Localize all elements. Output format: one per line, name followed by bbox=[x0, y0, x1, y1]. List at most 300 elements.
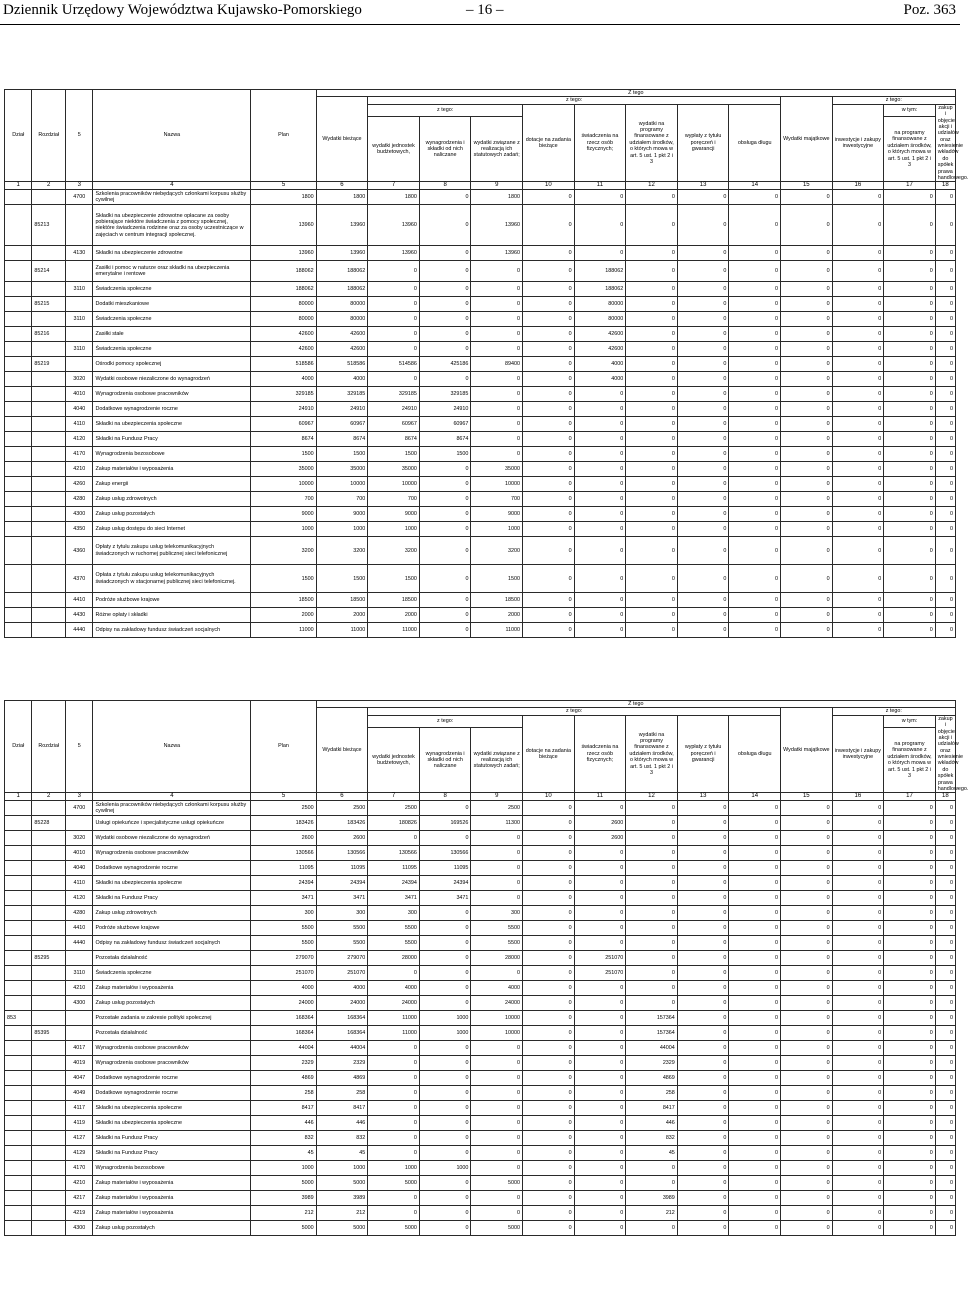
cell-obsluga-dlugu: 0 bbox=[729, 951, 781, 966]
cell-paragraf: 4280 bbox=[66, 906, 93, 921]
cell-wynagrodzenia: 0 bbox=[419, 831, 471, 846]
cell-inwestycje: 0 bbox=[832, 1041, 884, 1056]
cell-plan: 42600 bbox=[251, 327, 316, 342]
cell-rozdzial bbox=[32, 1056, 66, 1071]
cell-wydatki-jednostek: 11000 bbox=[368, 1026, 420, 1041]
cell-plan: 11095 bbox=[251, 861, 316, 876]
cell-programy: 157364 bbox=[626, 1026, 678, 1041]
cell-swiadczenia: 0 bbox=[574, 417, 626, 432]
cell-programy: 0 bbox=[626, 297, 678, 312]
cell-zakup-akcji: 0 bbox=[935, 593, 955, 608]
cell-poreczenia: 0 bbox=[677, 297, 729, 312]
cell-na-programy: 0 bbox=[884, 1071, 936, 1086]
cell-dotacje: 0 bbox=[523, 1161, 575, 1176]
table-row bbox=[5, 1011, 956, 1026]
cell-programy: 0 bbox=[626, 246, 678, 261]
cell-zakup-akcji: 0 bbox=[935, 801, 955, 816]
cell-wydatki-majatkowe: 0 bbox=[781, 1206, 833, 1221]
cell-obsluga-dlugu: 0 bbox=[729, 190, 781, 205]
cell-obsluga-dlugu: 0 bbox=[729, 966, 781, 981]
cell-rozdzial bbox=[32, 966, 66, 981]
cell-poreczenia: 0 bbox=[677, 861, 729, 876]
cell-swiadczenia: 0 bbox=[574, 936, 626, 951]
cell-nazwa: Składki na ubezpieczenia społeczne bbox=[93, 417, 251, 432]
cell-plan: 446 bbox=[251, 1116, 316, 1131]
cell-wydatki-statutowe: 0 bbox=[471, 402, 523, 417]
table-row bbox=[5, 593, 956, 608]
cell-dotacje: 0 bbox=[523, 861, 575, 876]
cell-plan: 518586 bbox=[251, 357, 316, 372]
cell-programy: 0 bbox=[626, 417, 678, 432]
cell-wydatki-biezace: 24910 bbox=[316, 402, 368, 417]
cell-na-programy: 0 bbox=[884, 492, 936, 507]
cell-inwestycje: 0 bbox=[832, 1206, 884, 1221]
cell-swiadczenia: 0 bbox=[574, 190, 626, 205]
cell-inwestycje: 0 bbox=[832, 981, 884, 996]
cell-wydatki-majatkowe: 0 bbox=[781, 1116, 833, 1131]
cell-na-programy: 0 bbox=[884, 1161, 936, 1176]
cell-swiadczenia: 0 bbox=[574, 1176, 626, 1191]
cell-wydatki-biezace: 1800 bbox=[316, 190, 368, 205]
cell-swiadczenia: 188062 bbox=[574, 282, 626, 297]
cell-nazwa: Usługi opiekuńcze i specjalistyczne usługi opiekuńcze bbox=[93, 816, 251, 831]
col-number: 12 bbox=[626, 793, 678, 801]
cell-na-programy: 0 bbox=[884, 816, 936, 831]
cell-wydatki-biezace: 80000 bbox=[316, 297, 368, 312]
cell-rozdzial bbox=[32, 1101, 66, 1116]
cell-zakup-akcji: 0 bbox=[935, 1146, 955, 1161]
cell-obsluga-dlugu: 0 bbox=[729, 1086, 781, 1101]
cell-inwestycje: 0 bbox=[832, 432, 884, 447]
cell-wydatki-majatkowe: 0 bbox=[781, 1146, 833, 1161]
cell-na-programy: 0 bbox=[884, 996, 936, 1011]
cell-wydatki-biezace: 2600 bbox=[316, 831, 368, 846]
cell-dzial bbox=[5, 816, 32, 831]
table-row bbox=[5, 565, 956, 593]
cell-wynagrodzenia: 0 bbox=[419, 936, 471, 951]
cell-wydatki-jednostek: 9000 bbox=[368, 507, 420, 522]
table-row bbox=[5, 387, 956, 402]
cell-poreczenia: 0 bbox=[677, 537, 729, 565]
cell-paragraf: 4350 bbox=[66, 522, 93, 537]
table-row bbox=[5, 951, 956, 966]
cell-plan: 60967 bbox=[251, 417, 316, 432]
cell-dzial bbox=[5, 537, 32, 565]
cell-paragraf: 4110 bbox=[66, 876, 93, 891]
cell-dotacje: 0 bbox=[523, 357, 575, 372]
table-row bbox=[5, 1176, 956, 1191]
cell-obsluga-dlugu: 0 bbox=[729, 417, 781, 432]
col-number: 6 bbox=[316, 793, 368, 801]
cell-na-programy: 0 bbox=[884, 357, 936, 372]
cell-dzial bbox=[5, 417, 32, 432]
header-wydatki-statutowe: wydatki związane z realizacją ich statutowych zadań; bbox=[471, 728, 523, 793]
cell-wynagrodzenia: 0 bbox=[419, 246, 471, 261]
cell-wynagrodzenia: 0 bbox=[419, 205, 471, 246]
cell-programy: 0 bbox=[626, 477, 678, 492]
cell-wynagrodzenia: 0 bbox=[419, 1071, 471, 1086]
cell-dotacje: 0 bbox=[523, 876, 575, 891]
cell-nazwa: Zakup materiałów i wyposażenia bbox=[93, 1176, 251, 1191]
cell-dzial bbox=[5, 342, 32, 357]
cell-zakup-akcji: 0 bbox=[935, 1071, 955, 1086]
cell-plan: 80000 bbox=[251, 297, 316, 312]
cell-swiadczenia: 0 bbox=[574, 1206, 626, 1221]
cell-rozdzial bbox=[32, 936, 66, 951]
cell-dotacje: 0 bbox=[523, 846, 575, 861]
cell-dotacje: 0 bbox=[523, 623, 575, 638]
cell-wydatki-statutowe: 0 bbox=[471, 342, 523, 357]
cell-dzial bbox=[5, 432, 32, 447]
cell-programy: 446 bbox=[626, 1116, 678, 1131]
cell-wydatki-statutowe: 0 bbox=[471, 1041, 523, 1056]
cell-inwestycje: 0 bbox=[832, 507, 884, 522]
cell-wydatki-biezace: 18500 bbox=[316, 593, 368, 608]
col-number: 4 bbox=[93, 793, 251, 801]
cell-wynagrodzenia: 0 bbox=[419, 608, 471, 623]
cell-dotacje: 0 bbox=[523, 1146, 575, 1161]
cell-poreczenia: 0 bbox=[677, 593, 729, 608]
cell-dotacje: 0 bbox=[523, 1011, 575, 1026]
cell-wydatki-statutowe: 0 bbox=[471, 1056, 523, 1071]
cell-nazwa: Szkolenia pracowników niebędących członkami korpusu służby cywilnej bbox=[93, 801, 251, 816]
journal-title: Dziennik Urzędowy Województwa Kujawsko-Pomorskiego bbox=[3, 2, 362, 18]
cell-nazwa: Zakup materiałów i wyposażenia bbox=[93, 1191, 251, 1206]
cell-wydatki-statutowe: 0 bbox=[471, 891, 523, 906]
cell-wydatki-majatkowe: 0 bbox=[781, 432, 833, 447]
cell-dotacje: 0 bbox=[523, 477, 575, 492]
cell-na-programy: 0 bbox=[884, 831, 936, 846]
cell-wydatki-biezace: 3200 bbox=[316, 537, 368, 565]
cell-poreczenia: 0 bbox=[677, 205, 729, 246]
cell-na-programy: 0 bbox=[884, 1221, 936, 1236]
cell-poreczenia: 0 bbox=[677, 565, 729, 593]
cell-poreczenia: 0 bbox=[677, 1191, 729, 1206]
cell-wydatki-biezace: 2329 bbox=[316, 1056, 368, 1071]
cell-poreczenia: 0 bbox=[677, 477, 729, 492]
cell-wydatki-biezace: 10000 bbox=[316, 477, 368, 492]
cell-plan: 45 bbox=[251, 1146, 316, 1161]
cell-inwestycje: 0 bbox=[832, 861, 884, 876]
cell-dzial bbox=[5, 846, 32, 861]
cell-na-programy: 0 bbox=[884, 327, 936, 342]
table-row bbox=[5, 608, 956, 623]
cell-wydatki-jednostek: 1000 bbox=[368, 1161, 420, 1176]
col-number: 17 bbox=[884, 793, 936, 801]
cell-plan: 13960 bbox=[251, 205, 316, 246]
cell-obsluga-dlugu: 0 bbox=[729, 1056, 781, 1071]
cell-poreczenia: 0 bbox=[677, 608, 729, 623]
cell-programy: 0 bbox=[626, 861, 678, 876]
cell-plan: 24910 bbox=[251, 402, 316, 417]
cell-rozdzial bbox=[32, 462, 66, 477]
cell-nazwa: Składki na ubezpieczenie zdrowotne bbox=[93, 246, 251, 261]
cell-rozdzial bbox=[32, 477, 66, 492]
cell-rozdzial bbox=[32, 312, 66, 327]
cell-wydatki-biezace: 832 bbox=[316, 1131, 368, 1146]
cell-rozdzial bbox=[32, 402, 66, 417]
cell-paragraf bbox=[66, 1011, 93, 1026]
cell-wydatki-majatkowe: 0 bbox=[781, 831, 833, 846]
cell-wynagrodzenia: 169526 bbox=[419, 816, 471, 831]
cell-paragraf: 4127 bbox=[66, 1131, 93, 1146]
cell-wynagrodzenia: 0 bbox=[419, 1101, 471, 1116]
cell-rozdzial bbox=[32, 432, 66, 447]
cell-poreczenia: 0 bbox=[677, 936, 729, 951]
cell-zakup-akcji: 0 bbox=[935, 372, 955, 387]
cell-swiadczenia: 4000 bbox=[574, 357, 626, 372]
cell-plan: 18500 bbox=[251, 593, 316, 608]
cell-plan: 24000 bbox=[251, 996, 316, 1011]
cell-paragraf: 4040 bbox=[66, 402, 93, 417]
cell-swiadczenia: 0 bbox=[574, 387, 626, 402]
cell-swiadczenia: 0 bbox=[574, 861, 626, 876]
cell-nazwa: Zakup materiałów i wyposażenia bbox=[93, 981, 251, 996]
table-row bbox=[5, 357, 956, 372]
cell-poreczenia: 0 bbox=[677, 492, 729, 507]
cell-wydatki-statutowe: 11300 bbox=[471, 816, 523, 831]
cell-wydatki-majatkowe: 0 bbox=[781, 936, 833, 951]
cell-programy: 0 bbox=[626, 816, 678, 831]
cell-poreczenia: 0 bbox=[677, 1206, 729, 1221]
cell-wynagrodzenia: 0 bbox=[419, 593, 471, 608]
cell-poreczenia: 0 bbox=[677, 996, 729, 1011]
cell-wydatki-jednostek: 5000 bbox=[368, 1176, 420, 1191]
cell-rozdzial bbox=[32, 282, 66, 297]
cell-dzial bbox=[5, 801, 32, 816]
header-paragraf: 5 bbox=[66, 90, 93, 182]
cell-wydatki-jednostek: 13960 bbox=[368, 205, 420, 246]
cell-dotacje: 0 bbox=[523, 190, 575, 205]
cell-wydatki-biezace: 3471 bbox=[316, 891, 368, 906]
col-number: 16 bbox=[832, 793, 884, 801]
cell-wynagrodzenia: 0 bbox=[419, 623, 471, 638]
cell-swiadczenia: 0 bbox=[574, 1116, 626, 1131]
cell-wynagrodzenia: 11095 bbox=[419, 861, 471, 876]
cell-nazwa: Zakup usług pozostałych bbox=[93, 507, 251, 522]
cell-nazwa: Składki na ubezpieczenia społeczne bbox=[93, 876, 251, 891]
col-number: 12 bbox=[626, 182, 678, 190]
cell-dzial bbox=[5, 876, 32, 891]
cell-inwestycje: 0 bbox=[832, 261, 884, 282]
cell-inwestycje: 0 bbox=[832, 906, 884, 921]
cell-zakup-akcji: 0 bbox=[935, 312, 955, 327]
cell-paragraf bbox=[66, 816, 93, 831]
cell-poreczenia: 0 bbox=[677, 522, 729, 537]
cell-wydatki-majatkowe: 0 bbox=[781, 261, 833, 282]
cell-zakup-akcji: 0 bbox=[935, 1191, 955, 1206]
table-row bbox=[5, 623, 956, 638]
cell-na-programy: 0 bbox=[884, 1131, 936, 1146]
cell-wydatki-jednostek: 700 bbox=[368, 492, 420, 507]
table-row bbox=[5, 447, 956, 462]
cell-wydatki-biezace: 183426 bbox=[316, 816, 368, 831]
cell-wydatki-statutowe: 0 bbox=[471, 447, 523, 462]
cell-obsluga-dlugu: 0 bbox=[729, 477, 781, 492]
cell-wydatki-biezace: 11000 bbox=[316, 623, 368, 638]
cell-inwestycje: 0 bbox=[832, 372, 884, 387]
cell-poreczenia: 0 bbox=[677, 261, 729, 282]
cell-rozdzial bbox=[32, 1191, 66, 1206]
cell-obsluga-dlugu: 0 bbox=[729, 246, 781, 261]
cell-paragraf: 4260 bbox=[66, 477, 93, 492]
cell-obsluga-dlugu: 0 bbox=[729, 891, 781, 906]
cell-obsluga-dlugu: 0 bbox=[729, 861, 781, 876]
col-number: 2 bbox=[32, 793, 66, 801]
col-number: 18 bbox=[935, 182, 955, 190]
cell-wydatki-majatkowe: 0 bbox=[781, 372, 833, 387]
cell-zakup-akcji: 0 bbox=[935, 981, 955, 996]
cell-wydatki-biezace: 1000 bbox=[316, 522, 368, 537]
cell-wydatki-statutowe: 300 bbox=[471, 906, 523, 921]
cell-programy: 0 bbox=[626, 312, 678, 327]
cell-plan: 44004 bbox=[251, 1041, 316, 1056]
cell-na-programy: 0 bbox=[884, 1026, 936, 1041]
cell-poreczenia: 0 bbox=[677, 891, 729, 906]
cell-dzial bbox=[5, 1176, 32, 1191]
table-row bbox=[5, 1041, 956, 1056]
cell-nazwa: Wynagrodzenia bezosobowe bbox=[93, 1161, 251, 1176]
cell-na-programy: 0 bbox=[884, 447, 936, 462]
cell-rozdzial bbox=[32, 1116, 66, 1131]
header-swiadczenia: świadczenia na rzecz osób fizycznych; bbox=[574, 715, 626, 793]
cell-paragraf: 4130 bbox=[66, 246, 93, 261]
cell-zakup-akcji: 0 bbox=[935, 417, 955, 432]
cell-plan: 8674 bbox=[251, 432, 316, 447]
cell-plan: 212 bbox=[251, 1206, 316, 1221]
cell-wydatki-jednostek: 0 bbox=[368, 1056, 420, 1071]
cell-wydatki-majatkowe: 0 bbox=[781, 462, 833, 477]
cell-programy: 258 bbox=[626, 1086, 678, 1101]
table-row bbox=[5, 1086, 956, 1101]
header-wynagrodzenia: wynagrodzenia i składki od nich naliczane bbox=[419, 728, 471, 793]
cell-nazwa: Składki na ubezpieczenie zdrowotne opłacane za osoby pobierające niektóre świadczenia z pomocy społecznej, niektóre świadczenia rodzinne oraz za osoby uczestniczące w zajęciach w centrum integracji społecznej. bbox=[93, 205, 251, 246]
cell-paragraf: 4170 bbox=[66, 1161, 93, 1176]
cell-plan: 130566 bbox=[251, 846, 316, 861]
cell-plan: 832 bbox=[251, 1131, 316, 1146]
cell-wynagrodzenia: 425186 bbox=[419, 357, 471, 372]
cell-wydatki-majatkowe: 0 bbox=[781, 522, 833, 537]
cell-wydatki-biezace: 24000 bbox=[316, 996, 368, 1011]
cell-poreczenia: 0 bbox=[677, 1026, 729, 1041]
cell-dotacje: 0 bbox=[523, 342, 575, 357]
cell-paragraf: 4010 bbox=[66, 846, 93, 861]
header-rozdzial: Rozdział bbox=[32, 90, 66, 182]
cell-dotacje: 0 bbox=[523, 816, 575, 831]
cell-paragraf: 4700 bbox=[66, 801, 93, 816]
cell-obsluga-dlugu: 0 bbox=[729, 432, 781, 447]
cell-nazwa: Opłata z tytułu zakupu usług telekomunikacyjnych świadczonych w stacjonarnej publicznej sieci telefonicznej. bbox=[93, 565, 251, 593]
cell-obsluga-dlugu: 0 bbox=[729, 996, 781, 1011]
cell-rozdzial bbox=[32, 801, 66, 816]
cell-wynagrodzenia: 0 bbox=[419, 801, 471, 816]
header-obsluga-dlugu: obsługa długu bbox=[729, 104, 781, 182]
cell-swiadczenia: 0 bbox=[574, 846, 626, 861]
cell-poreczenia: 0 bbox=[677, 417, 729, 432]
cell-dzial bbox=[5, 507, 32, 522]
cell-paragraf: 4217 bbox=[66, 1191, 93, 1206]
cell-poreczenia: 0 bbox=[677, 1146, 729, 1161]
cell-obsluga-dlugu: 0 bbox=[729, 1206, 781, 1221]
cell-swiadczenia: 0 bbox=[574, 205, 626, 246]
cell-dotacje: 0 bbox=[523, 432, 575, 447]
table-row bbox=[5, 507, 956, 522]
cell-wynagrodzenia: 24394 bbox=[419, 876, 471, 891]
cell-poreczenia: 0 bbox=[677, 1086, 729, 1101]
cell-wydatki-biezace: 251070 bbox=[316, 966, 368, 981]
cell-wydatki-biezace: 5500 bbox=[316, 936, 368, 951]
cell-wydatki-statutowe: 0 bbox=[471, 312, 523, 327]
cell-programy: 8417 bbox=[626, 1101, 678, 1116]
header-z-tego: Z tego bbox=[316, 90, 955, 97]
cell-rozdzial bbox=[32, 593, 66, 608]
cell-dzial bbox=[5, 190, 32, 205]
cell-inwestycje: 0 bbox=[832, 1026, 884, 1041]
cell-zakup-akcji: 0 bbox=[935, 996, 955, 1011]
cell-poreczenia: 0 bbox=[677, 921, 729, 936]
cell-inwestycje: 0 bbox=[832, 327, 884, 342]
cell-plan: 9000 bbox=[251, 507, 316, 522]
cell-wydatki-jednostek: 60967 bbox=[368, 417, 420, 432]
cell-paragraf: 4049 bbox=[66, 1086, 93, 1101]
cell-plan: 4000 bbox=[251, 981, 316, 996]
cell-wynagrodzenia: 3471 bbox=[419, 891, 471, 906]
cell-poreczenia: 0 bbox=[677, 327, 729, 342]
cell-dzial bbox=[5, 312, 32, 327]
cell-wydatki-jednostek: 3471 bbox=[368, 891, 420, 906]
cell-wynagrodzenia: 0 bbox=[419, 1041, 471, 1056]
page-header bbox=[0, 0, 960, 26]
cell-na-programy: 0 bbox=[884, 921, 936, 936]
table-row bbox=[5, 936, 956, 951]
cell-swiadczenia: 0 bbox=[574, 477, 626, 492]
cell-dotacje: 0 bbox=[523, 951, 575, 966]
cell-programy: 0 bbox=[626, 1221, 678, 1236]
cell-dotacje: 0 bbox=[523, 492, 575, 507]
cell-obsluga-dlugu: 0 bbox=[729, 1176, 781, 1191]
cell-wynagrodzenia: 0 bbox=[419, 312, 471, 327]
cell-obsluga-dlugu: 0 bbox=[729, 1101, 781, 1116]
cell-wydatki-statutowe: 0 bbox=[471, 1206, 523, 1221]
cell-dotacje: 0 bbox=[523, 1101, 575, 1116]
col-number: 3 bbox=[66, 793, 93, 801]
cell-wydatki-jednostek: 180826 bbox=[368, 816, 420, 831]
header-wydatki-statutowe: wydatki związane z realizacją ich statutowych zadań; bbox=[471, 117, 523, 182]
cell-plan: 1500 bbox=[251, 447, 316, 462]
cell-rozdzial bbox=[32, 1161, 66, 1176]
cell-programy: 0 bbox=[626, 261, 678, 282]
cell-zakup-akcji: 0 bbox=[935, 1116, 955, 1131]
cell-dotacje: 0 bbox=[523, 402, 575, 417]
col-number: 9 bbox=[471, 793, 523, 801]
cell-wynagrodzenia: 0 bbox=[419, 1221, 471, 1236]
cell-wydatki-statutowe: 5000 bbox=[471, 1176, 523, 1191]
cell-inwestycje: 0 bbox=[832, 1146, 884, 1161]
cell-wydatki-jednostek: 0 bbox=[368, 1071, 420, 1086]
cell-na-programy: 0 bbox=[884, 1116, 936, 1131]
cell-wydatki-statutowe: 10000 bbox=[471, 477, 523, 492]
cell-dzial bbox=[5, 372, 32, 387]
cell-na-programy: 0 bbox=[884, 1056, 936, 1071]
col-number: 16 bbox=[832, 182, 884, 190]
cell-na-programy: 0 bbox=[884, 1086, 936, 1101]
cell-inwestycje: 0 bbox=[832, 593, 884, 608]
cell-wydatki-jednostek: 0 bbox=[368, 312, 420, 327]
col-number: 18 bbox=[935, 793, 955, 801]
cell-swiadczenia: 0 bbox=[574, 246, 626, 261]
header-z-tego-jednostek: z tego: bbox=[368, 104, 523, 116]
cell-obsluga-dlugu: 0 bbox=[729, 205, 781, 246]
